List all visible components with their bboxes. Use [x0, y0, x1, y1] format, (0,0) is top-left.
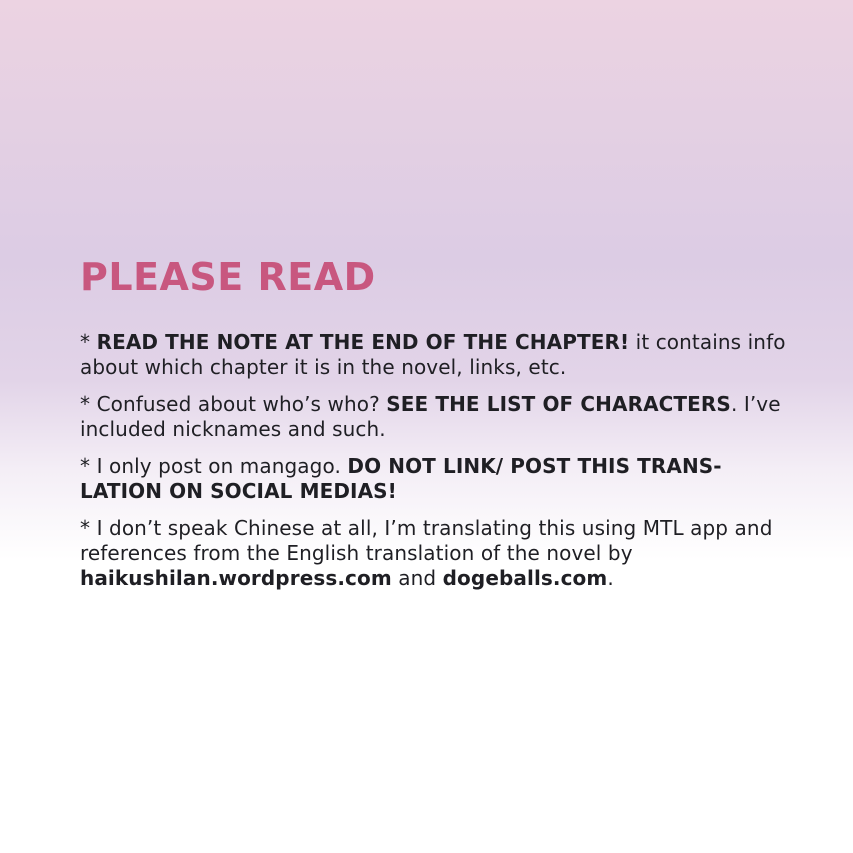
page-title: PLEASE READ [80, 255, 376, 299]
note-text: . [607, 566, 614, 590]
note-emphasis: DO NOT LINK/ POST THIS TRANS-LATION ON SOCIAL MEDIAS! [80, 454, 722, 503]
note-bullet: * [80, 516, 97, 540]
note-text: I don’t speak Chinese at all, I’m translating this using MTL app and references from the English translation of the novel by [80, 516, 773, 565]
note-translation-sources [80, 516, 800, 591]
note-bullet: * [80, 392, 97, 416]
note-text: it contains info about which chapter it is in the novel, links, etc. [80, 330, 786, 379]
note-read-chapter-end [80, 330, 800, 380]
note-text: I only post on mangago. [96, 454, 348, 478]
source-haikushilan: haikushilan.wordpress.com [80, 566, 392, 590]
note-no-reposting [80, 454, 800, 504]
notice-panel [80, 252, 800, 603]
note-bullet: * [80, 330, 97, 354]
note-character-list [80, 392, 800, 442]
note-text: and [391, 566, 443, 590]
note-bullet: * [80, 454, 97, 478]
source-dogeballs: dogeballs.com [442, 566, 608, 590]
note-emphasis: READ THE NOTE AT THE END OF THE CHAPTER! [96, 330, 630, 354]
note-text: . I’ve included nicknames and such. [80, 392, 781, 441]
note-text: Confused about who’s who? [96, 392, 387, 416]
note-emphasis: SEE THE LIST OF CHARACTERS [386, 392, 731, 416]
